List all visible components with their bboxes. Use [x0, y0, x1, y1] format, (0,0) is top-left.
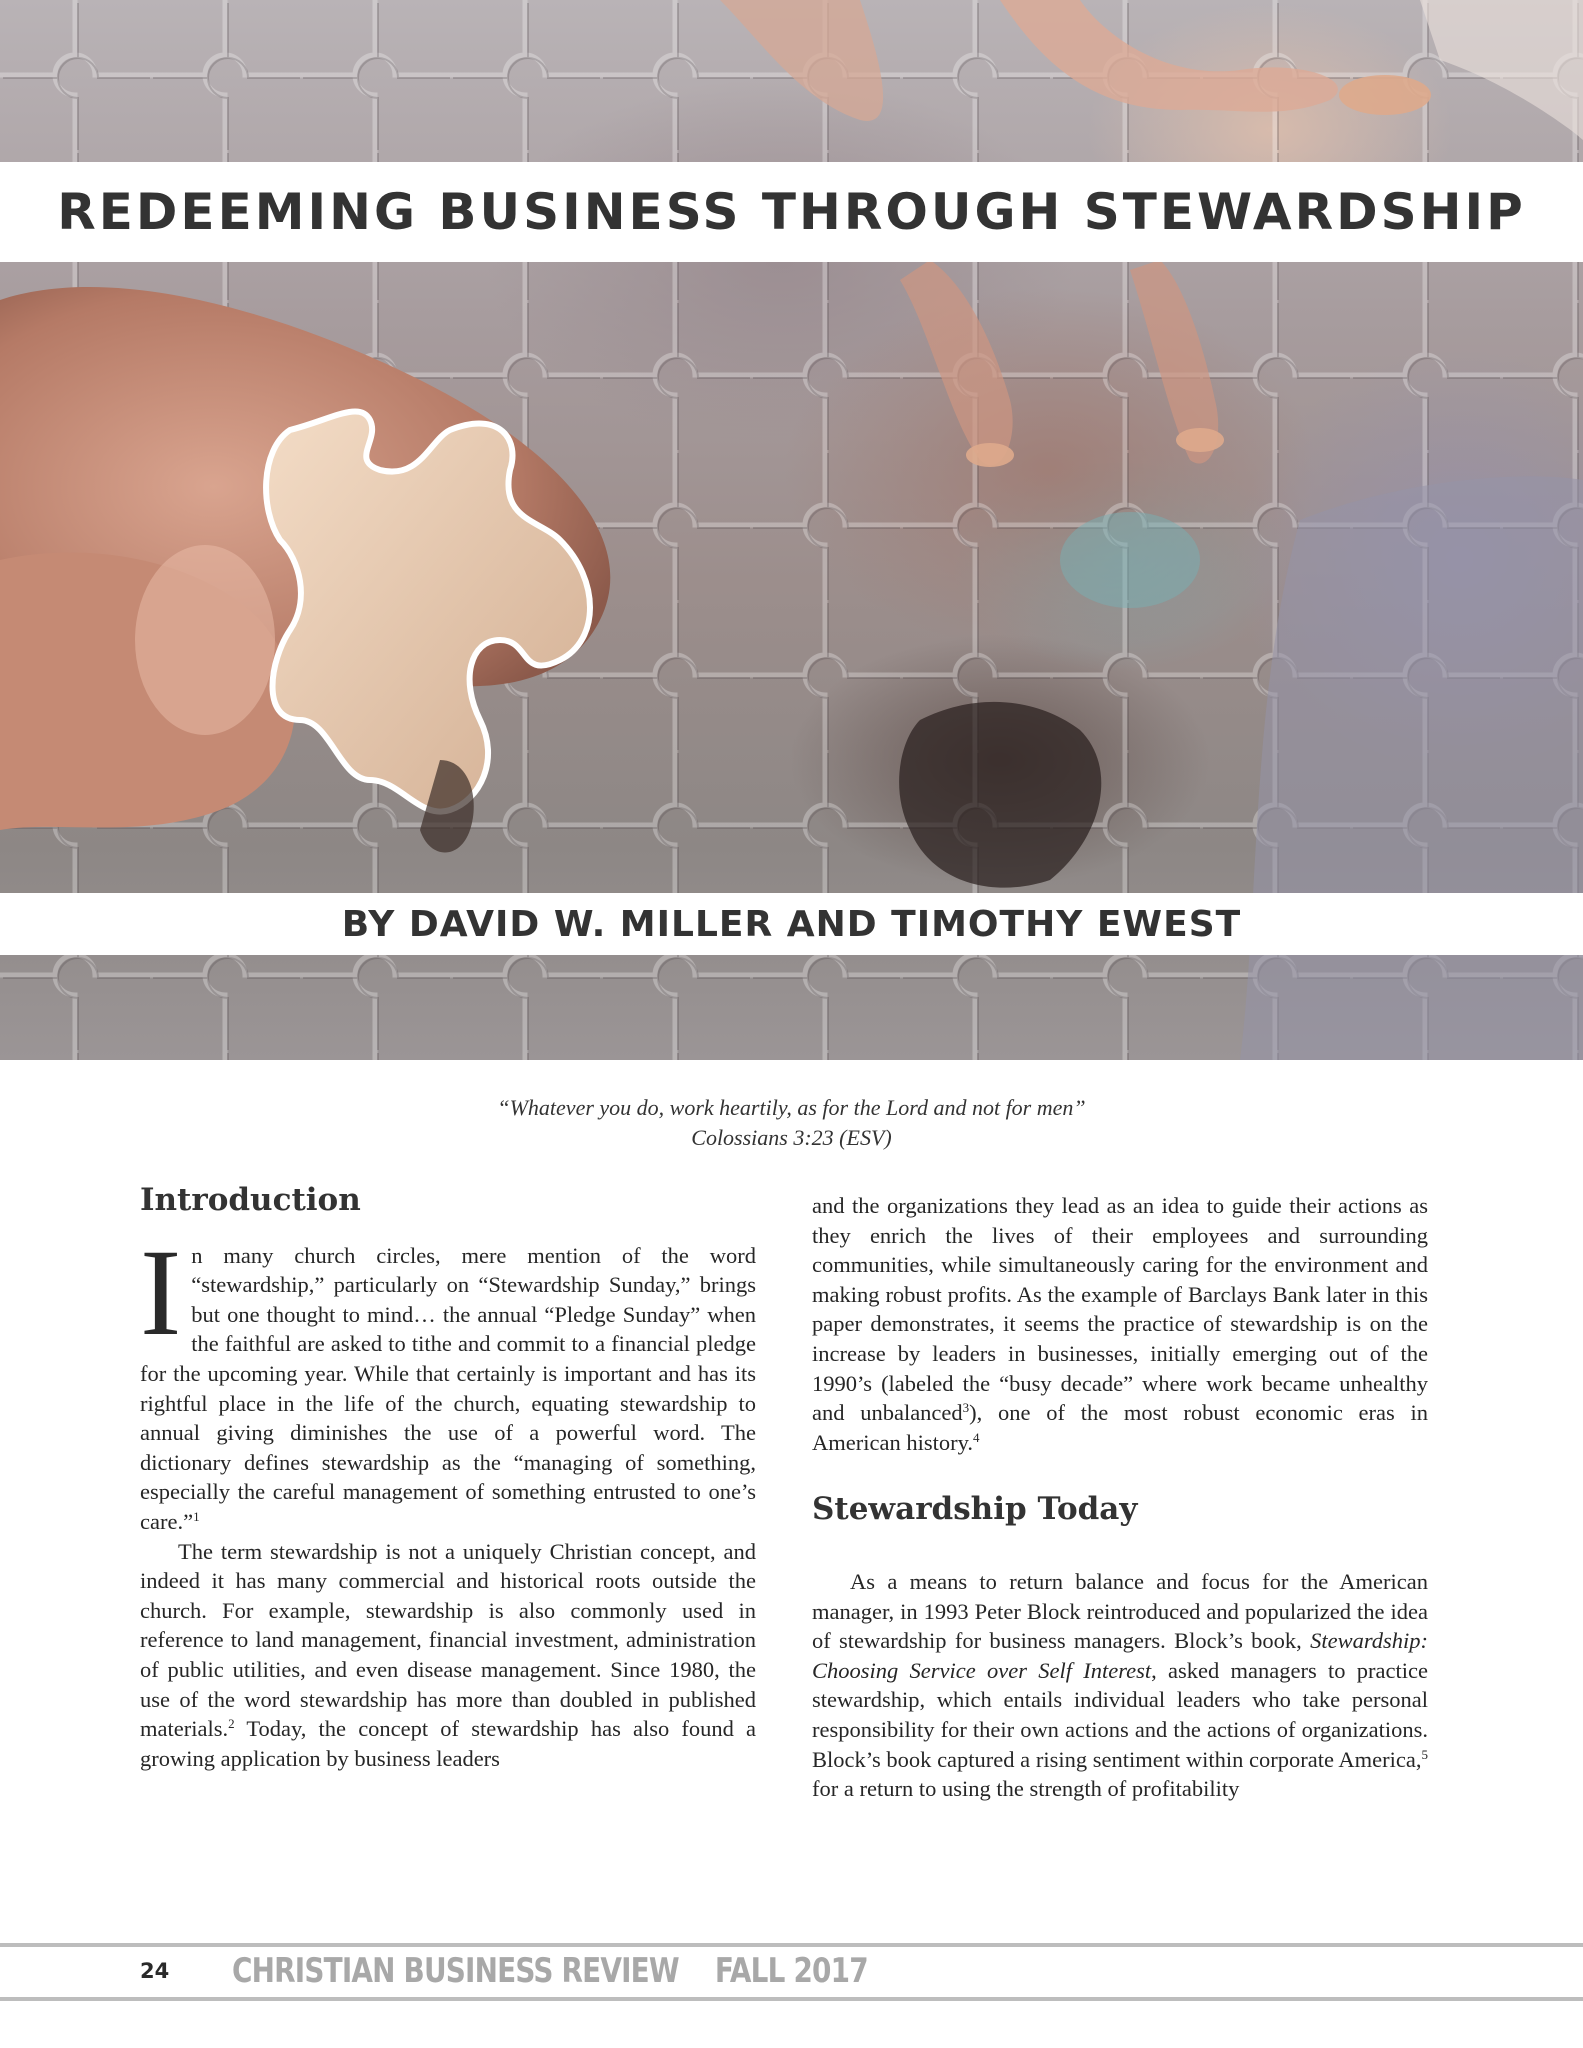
footnote-ref-1: 1	[193, 1508, 200, 1524]
epigraph-quote: “Whatever you do, work heartily, as for the Lord and not for men”	[497, 1095, 1086, 1120]
paragraph-block	[812, 1567, 1428, 1804]
publication-name	[232, 1951, 868, 1991]
epigraph-citation: Colossians 3:23 (ESV)	[691, 1125, 892, 1150]
article-title: REDEEMING BUSINESS THROUGH STEWARDSHIP	[57, 183, 1526, 241]
right-column	[812, 1191, 1428, 1804]
footnote-ref-3: 3	[962, 1400, 970, 1416]
intro-paragraph	[140, 1223, 756, 1537]
footnote-ref-2: 2	[228, 1716, 235, 1732]
title-band	[0, 162, 1583, 262]
left-column	[140, 1182, 756, 1773]
byline-band	[0, 893, 1583, 955]
book-title: Stewardship: Choosing Service over Self Interest	[812, 1628, 1428, 1683]
footnote-ref-5: 5	[1421, 1746, 1428, 1762]
paragraph-text: Today, the concept of stewardship has also found a growing application by business leaders	[140, 1716, 756, 1771]
paragraph-text: and the organizations they lead as an idea to guide their actions as they enrich the lives of their employees and surrounding communities, while simultaneously caring for the environment and making robust profits. As the example of Barclays Bank later in this paper demonstrates, it seems the practice of stewardship is on the increase by leaders in businesses, initially emerging out of the 1990’s (labeled the “busy decade” where work became unhealthy and unbalanced	[812, 1193, 1428, 1426]
footer-rule-bottom	[0, 1997, 1583, 2001]
paragraph-text: for a return to using the strength of profitability	[812, 1776, 1240, 1802]
page-footer	[140, 1950, 1007, 1992]
footnote-ref-4: 4	[973, 1429, 980, 1445]
paragraph-text: The term stewardship is not a uniquely Christian concept, and indeed it has many commercial and historical roots outside the church. For example, stewardship is also commonly used in reference to land management, financial investment, administration of public utilities, and even disease management. Since 1980, the use of the word stewardship has more than doubled in published materials.	[140, 1538, 756, 1742]
paragraph-term-stewardship	[140, 1537, 756, 1774]
section-heading-stewardship-today: Stewardship Today	[812, 1491, 1138, 1528]
continued-paragraph	[812, 1191, 1428, 1457]
epigraph	[0, 1093, 1583, 1153]
page-number: 24	[140, 1959, 170, 1983]
section-heading-introduction: Introduction	[140, 1182, 361, 1218]
intro-text: n many church circles, mere mention of the word “stewardship,” particularly on “Stewardship Sunday,” brings but one thought to mind… the annual “Pledge Sunday” when the faithful are asked to tithe and commit to a financial pledge for the upcoming year. While that certainly is important and has its rightful place in the life of the church, equating stewardship to annual giving diminishes the use of a powerful word. The dictionary defines stewardship as the “managing of something, especially the careful management of something entrusted to one’s care.”	[140, 1242, 756, 1534]
publication-title: CHRISTIAN BUSINESS REVIEW	[232, 1951, 679, 1991]
publication-issue: FALL 2017	[714, 1951, 868, 1991]
drop-cap: I	[140, 1223, 182, 1361]
paragraph-text: As a means to return balance and focus for the American manager, in 1993 Peter Block reintroduced and popularized the idea of stewardship for business managers. Block’s book,	[812, 1568, 1428, 1654]
paragraph-text: , asked managers to practice stewardship, which entails individual leaders who take personal responsibility for their own actions and the actions of organizations. Block’s book captured a rising sentiment within corporate America,	[812, 1657, 1428, 1772]
footer-rule-top	[0, 1943, 1583, 1947]
article-byline: BY DAVID W. MILLER AND TIMOTHY EWEST	[341, 903, 1242, 945]
paragraph-text: ), one of the most robust economic eras in American history.	[812, 1400, 1429, 1455]
